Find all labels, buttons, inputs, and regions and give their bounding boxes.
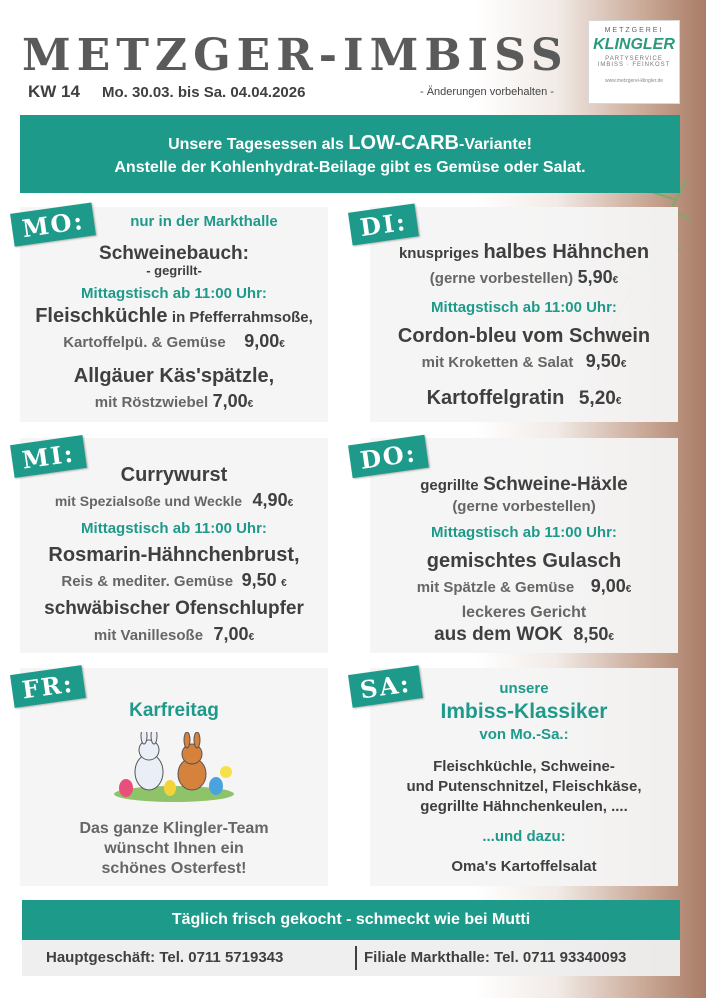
fr-greet3: schönes Osterfest! xyxy=(101,860,247,877)
mo-dish3-line xyxy=(20,391,328,412)
mo-dish1-sub: - gegrillt- xyxy=(146,263,202,278)
logo-line2: IMBISS · FEINKOST xyxy=(597,62,671,68)
sa-list1: Fleischküchle, Schweine- xyxy=(433,758,615,775)
mi-dish2-side: Reis & mediter. Gemüse xyxy=(61,573,234,590)
sa-extra-item: Oma's Kartoffelsalat xyxy=(451,858,597,875)
mo-dish2-side: Kartoffelpü. & Gemüse xyxy=(63,334,226,351)
di-dish1-b: halbes Hähnchen xyxy=(483,241,650,263)
di-dish3-currency: € xyxy=(615,396,622,407)
low-carb-banner xyxy=(20,115,680,193)
day-tag-saturday: SA: xyxy=(348,665,423,708)
do-dish3-b: aus dem WOK xyxy=(434,624,563,645)
sa-list3: gegrillte Hähnchenkeulen, .... xyxy=(420,798,628,815)
do-dish1-b: Schweine-Häxle xyxy=(483,474,628,495)
mi-dish1-currency: € xyxy=(287,498,294,509)
mi-mittag: Mittagstisch ab 11:00 Uhr: xyxy=(81,520,267,537)
mo-dish3: Allgäuer Käs'spätzle, xyxy=(73,365,275,387)
sa-extra: ...und dazu: xyxy=(482,828,566,845)
mi-dish3: schwäbischer Ofenschlupfer xyxy=(44,598,304,619)
date-range: Mo. 30.03. bis Sa. 04.04.2026 xyxy=(102,84,306,101)
day-tag-monday: MO: xyxy=(10,202,96,246)
card-friday xyxy=(20,668,328,886)
do-dish2: gemischtes Gulasch xyxy=(426,550,622,572)
mo-dish3-currency: € xyxy=(247,399,254,410)
do-dish1 xyxy=(370,474,678,496)
mi-dish1-side: mit Spezialsoße und Weckle xyxy=(54,493,243,509)
page-title: METZGER-IMBISS xyxy=(22,30,569,81)
mo-mittag: Mittagstisch ab 11:00 Uhr: xyxy=(81,285,267,302)
fr-greet2: wünscht Ihnen ein xyxy=(104,840,244,857)
di-dish2-side: mit Kroketten & Salat xyxy=(421,354,574,371)
do-dish2-currency: € xyxy=(625,584,632,595)
sa-list2: und Putenschnitzel, Fleischkäse, xyxy=(406,778,642,795)
footer-slogan: Täglich frisch gekocht - schmeckt wie bei Mutti xyxy=(22,900,680,940)
calendar-week: KW 14 xyxy=(28,82,80,101)
banner-line1 xyxy=(20,132,680,155)
card-tuesday xyxy=(370,207,678,422)
mi-dish3-side: mit Vanillesoße xyxy=(93,627,204,644)
mi-dish3-line xyxy=(20,624,328,645)
sa-intro: unsere xyxy=(499,680,549,697)
logo-url: www.metzgerei-klingler.de xyxy=(604,78,664,84)
day-tag-tuesday: DI: xyxy=(348,204,419,246)
mi-dish3-price: 7,00 xyxy=(213,624,249,644)
mi-dish1-line xyxy=(20,490,328,511)
banner-pre: Unsere Tagesessen als xyxy=(168,136,349,153)
di-dish2: Cordon-bleu vom Schwein xyxy=(397,325,651,347)
mo-dish2-line xyxy=(20,331,328,352)
do-dish3-a: leckeres Gericht xyxy=(461,604,587,621)
mi-dish2-line xyxy=(20,570,328,591)
di-dish3: Kartoffelgratin xyxy=(426,387,565,409)
mo-dish2-price: 9,00 xyxy=(244,331,280,351)
mo-dish2-a: Fleischküchle xyxy=(35,305,168,327)
do-dish3-line xyxy=(370,624,678,646)
fr-greet1: Das ganze Klingler-Team xyxy=(79,820,269,837)
mo-dish2 xyxy=(20,305,328,328)
sa-sub: von Mo.-Sa.: xyxy=(479,726,569,743)
mo-dish2-currency: € xyxy=(279,339,285,350)
fr-title: Karfreitag xyxy=(129,700,219,721)
mi-dish2-price: 9,50 xyxy=(241,570,277,590)
banner-highlight: LOW-CARB xyxy=(348,132,459,154)
logo-name: KLINGLER xyxy=(593,36,675,53)
di-dish3-price: 5,20 xyxy=(578,388,616,409)
mi-dish1: Currywurst xyxy=(120,464,228,486)
logo-top: METZGEREI xyxy=(604,27,664,34)
do-dish3-currency: € xyxy=(608,632,614,643)
mi-dish2-currency: € xyxy=(281,578,287,589)
mo-dish2-b: in Pfefferrahmsoße, xyxy=(171,309,313,326)
di-dish1-price: 5,90 xyxy=(577,267,613,287)
di-dish2-currency: € xyxy=(620,359,627,370)
di-dish2-price: 9,50 xyxy=(585,351,621,371)
sa-title: Imbiss-Klassiker xyxy=(440,700,608,723)
do-dish2-line xyxy=(370,576,678,597)
di-dish1-line xyxy=(370,267,678,288)
mo-dish3-price: 7,00 xyxy=(212,391,248,411)
mi-dish1-price: 4,90 xyxy=(252,490,288,510)
mi-dish2: Rosmarin-Hähnchenbrust, xyxy=(48,544,300,566)
di-dish1-currency: € xyxy=(612,275,619,286)
do-dish1-a: gegrillte xyxy=(420,477,479,494)
phone-branch: Filiale Markthalle: Tel. 0711 93340093 xyxy=(364,949,627,966)
company-logo xyxy=(588,20,680,104)
mo-dish1: Schweinebauch: xyxy=(99,243,249,264)
card-saturday xyxy=(370,668,678,886)
mo-location: nur in der Markthalle xyxy=(130,213,278,230)
di-dish1-side: (gerne vorbestellen) xyxy=(429,270,574,287)
do-dish2-side: mit Spätzle & Gemüse xyxy=(416,579,575,596)
banner-line2: Anstelle der Kohlenhydrat-Beilage gibt es Gemüse oder Salat. xyxy=(114,159,586,176)
do-dish3-price: 8,50 xyxy=(573,624,609,644)
card-thursday xyxy=(370,438,678,653)
di-dish2-line xyxy=(370,351,678,372)
di-dish1 xyxy=(370,241,678,264)
day-tag-wednesday: MI: xyxy=(10,435,87,478)
logo-line1: PARTYSERVICE xyxy=(605,56,663,62)
mi-dish3-currency: € xyxy=(248,632,255,643)
day-tag-friday: FR: xyxy=(10,665,86,708)
changes-note: - Änderungen vorbehalten - xyxy=(420,86,554,98)
phone-main: Hauptgeschäft: Tel. 0711 5719343 xyxy=(46,949,284,966)
do-dish2-price: 9,00 xyxy=(590,576,626,596)
banner-post: -Variante! xyxy=(459,136,532,153)
do-dish1-side: (gerne vorbestellen) xyxy=(452,498,596,515)
footer-contact xyxy=(22,940,680,976)
contact-divider xyxy=(355,946,357,970)
day-tag-thursday: DO: xyxy=(348,435,428,478)
di-dish3-line xyxy=(370,387,678,410)
easter-bunnies-icon xyxy=(104,732,244,804)
mo-dish3-side: mit Röstzwiebel xyxy=(94,394,209,411)
do-mittag: Mittagstisch ab 11:00 Uhr: xyxy=(431,524,617,541)
di-dish1-a: knuspriges xyxy=(398,245,479,262)
di-mittag: Mittagstisch ab 11:00 Uhr: xyxy=(431,299,617,316)
